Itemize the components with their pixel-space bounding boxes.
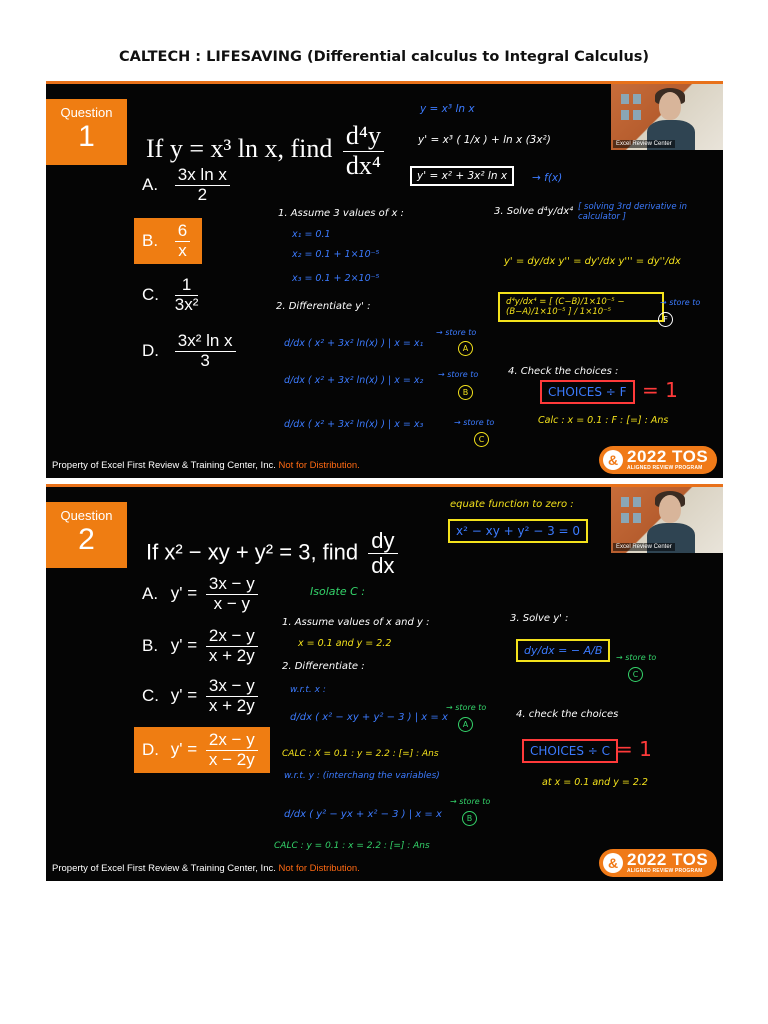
option-a[interactable]: [142, 166, 234, 204]
webcam-feed: [611, 84, 723, 150]
option-numerator: 3x − y: [206, 677, 258, 697]
tos-badge: [599, 849, 717, 877]
hw-line: w.r.t. x :: [290, 685, 326, 695]
option-b[interactable]: [142, 627, 262, 665]
hw-line: y = x³ ln x: [420, 103, 475, 115]
logo-icon: &: [603, 853, 623, 873]
hw-step: 4. check the choices: [516, 709, 619, 720]
hw-line: x₂ = 0.1 + 1×10⁻⁵: [292, 249, 380, 260]
slide-question-1: [46, 81, 723, 478]
footer-warning: Not for Distribution.: [278, 460, 360, 471]
option-fraction: [175, 166, 230, 204]
webcam-feed: [611, 487, 723, 553]
option-denominator: x − 2y: [208, 749, 255, 769]
question-prefix: If x² − xy + y² = 3, find: [146, 539, 359, 565]
hw-store: → store to: [450, 797, 491, 806]
option-fraction: [206, 575, 258, 613]
hw-store: → store to: [616, 653, 657, 662]
webcam-label: Excel Review Center: [613, 140, 675, 148]
question-label: Question: [60, 105, 113, 120]
hw-step: 3. Solve y' :: [510, 613, 569, 624]
footer-warning: Not for Distribution.: [278, 863, 360, 874]
hw-calc-line: Calc : x = 0.1 : F : [=] : Ans: [538, 415, 669, 426]
hw-line: y' = dy/dx y'' = dy'/dx y''' = dy''/dx: [504, 256, 681, 267]
hw-equals-one: = 1: [642, 378, 678, 402]
hw-check-box: CHOICES ÷ F: [540, 380, 635, 404]
option-denominator: x + 2y: [208, 695, 255, 715]
webcam-label: Excel Review Center: [613, 543, 675, 551]
question-prefix: If y = x³ ln x, find: [146, 134, 333, 164]
option-lhs: y' =: [170, 685, 198, 705]
hw-store-var: A: [458, 341, 473, 356]
footer: [52, 863, 360, 874]
hw-store: → store to: [436, 328, 477, 337]
hw-step: 3. Solve d⁴y/dx⁴: [494, 206, 574, 217]
deriv-numerator: d⁴y: [343, 122, 384, 152]
hw-store: → store to: [446, 703, 487, 712]
option-denominator: 3: [200, 350, 210, 370]
option-lhs: y' =: [170, 583, 198, 603]
deriv-numerator: dy: [368, 529, 397, 554]
hw-line: d/dx ( x² − xy + y² − 3 ) | x = x: [290, 712, 448, 723]
hw-formula-box: dy/dx = − A/B: [516, 639, 610, 662]
hw-store-var: C: [628, 667, 643, 682]
hw-check-box: CHOICES ÷ C: [522, 739, 618, 763]
hw-store: → store to: [438, 370, 479, 379]
hw-step: 1. Assume values of x and y :: [282, 617, 430, 628]
hw-store-var: B: [462, 811, 477, 826]
hw-equals-one: = 1: [616, 737, 652, 761]
option-numerator: 6: [175, 222, 190, 242]
hw-line: d/dx ( x² + 3x² ln(x) ) | x = x₁: [284, 338, 424, 349]
option-d-selected[interactable]: [134, 727, 270, 773]
option-denominator: x + 2y: [208, 645, 255, 665]
option-letter: D.: [142, 740, 159, 760]
hw-step: 1. Assume 3 values of x :: [278, 208, 404, 219]
footer: [52, 460, 360, 471]
hw-store: → store to: [660, 298, 701, 307]
hw-store-var: F: [658, 312, 673, 327]
option-numerator: 3x − y: [206, 575, 258, 595]
hw-store-var: A: [458, 717, 473, 732]
option-letter: C.: [142, 285, 159, 305]
option-lhs: y' =: [170, 635, 198, 655]
option-c[interactable]: [142, 276, 202, 314]
hw-line: → f(x): [532, 172, 563, 184]
option-a[interactable]: [142, 575, 262, 613]
option-numerator: 2x − y: [206, 627, 258, 647]
hw-line: x = 0.1 and y = 2.2: [298, 638, 392, 649]
tos-badge: [599, 446, 717, 474]
option-fraction: [175, 332, 236, 370]
hw-line: equate function to zero :: [450, 499, 574, 510]
slide-question-2: [46, 484, 723, 881]
hw-formula-box: d⁴y/dx⁴ = [ (C−B)/1×10⁻⁵ − (B−A)/1×10⁻⁵ ] / 1×10⁻⁵: [498, 292, 664, 322]
question-badge: [46, 502, 127, 568]
badge-main: 2022 TOS: [627, 850, 709, 869]
deriv-denominator: dx: [371, 553, 395, 579]
hw-line: y' = x³ ( 1/x ) + ln x (3x²): [418, 134, 551, 146]
option-fraction: [175, 222, 190, 260]
option-numerator: 2x − y: [206, 731, 258, 751]
footer-text: Property of Excel First Review & Training Center, Inc.: [52, 460, 276, 471]
question-derivative: [343, 122, 384, 180]
option-fraction: [175, 276, 199, 314]
logo-icon: &: [603, 450, 623, 470]
page-title: CALTECH : LIFESAVING (Differential calculus to Integral Calculus): [118, 49, 650, 65]
option-c[interactable]: [142, 677, 262, 715]
hw-line: Isolate C :: [310, 585, 365, 598]
hw-store-var: C: [474, 432, 489, 447]
option-fraction: [206, 677, 258, 715]
hw-line: d/dx ( x² + 3x² ln(x) ) | x = x₃: [284, 419, 424, 430]
deriv-denominator: dx⁴: [345, 150, 381, 180]
question-text: [146, 529, 402, 578]
option-denominator: 3x²: [174, 294, 199, 314]
hw-line: x₃ = 0.1 + 2×10⁻⁵: [292, 273, 380, 284]
hw-line: d/dx ( x² + 3x² ln(x) ) | x = x₂: [284, 375, 424, 386]
badge-main: 2022 TOS: [627, 447, 709, 466]
hw-line: d/dx ( y² − yx + x² − 3 ) | x = x: [284, 809, 442, 820]
hw-calc-line: CALC : X = 0.1 : y = 2.2 : [=] : Ans: [282, 749, 439, 759]
option-fraction: [206, 627, 258, 665]
option-letter: B.: [142, 636, 159, 656]
option-letter: D.: [142, 341, 159, 361]
badge-sub: ALIGNED REVIEW PROGRAM: [627, 465, 703, 471]
question-derivative: [368, 529, 397, 578]
option-denominator: x: [178, 240, 187, 260]
option-letter: C.: [142, 686, 159, 706]
hw-line: x₁ = 0.1: [292, 229, 331, 240]
hw-step: 2. Differentiate :: [282, 661, 365, 672]
hw-store: → store to: [454, 418, 495, 427]
option-numerator: 3x² ln x: [175, 332, 236, 352]
option-numerator: 1: [175, 276, 199, 296]
hw-store-var: B: [458, 385, 473, 400]
option-letter: B.: [142, 231, 159, 251]
badge-sub: ALIGNED REVIEW PROGRAM: [627, 868, 703, 874]
hw-equation-box: x² − xy + y² − 3 = 0: [448, 519, 588, 543]
hw-line: at x = 0.1 and y = 2.2: [542, 777, 648, 788]
option-lhs: y' =: [170, 739, 198, 759]
question-label: Question: [60, 508, 113, 523]
option-denominator: x − y: [213, 593, 250, 613]
hw-step: 4. Check the choices :: [508, 366, 619, 377]
option-letter: A.: [142, 584, 159, 604]
hw-calc-line: CALC : y = 0.1 : x = 2.2 : [=] : Ans: [274, 841, 430, 851]
option-d[interactable]: [142, 332, 240, 370]
option-letter: A.: [142, 175, 159, 195]
hw-line: w.r.t. y : (interchang the variables): [284, 771, 440, 781]
question-number: 1: [78, 120, 95, 153]
option-b-selected[interactable]: [134, 218, 202, 264]
option-fraction: [206, 731, 258, 769]
footer-text: Property of Excel First Review & Training Center, Inc.: [52, 863, 276, 874]
option-numerator: 3x ln x: [175, 166, 230, 186]
hw-boxed-result: y' = x² + 3x² ln x: [410, 166, 514, 186]
question-badge: [46, 99, 127, 165]
question-number: 2: [78, 523, 95, 556]
option-denominator: 2: [197, 184, 208, 204]
hw-note: [ solving 3rd derivative in calculator ]: [578, 202, 688, 222]
hw-step: 2. Differentiate y' :: [276, 301, 371, 312]
